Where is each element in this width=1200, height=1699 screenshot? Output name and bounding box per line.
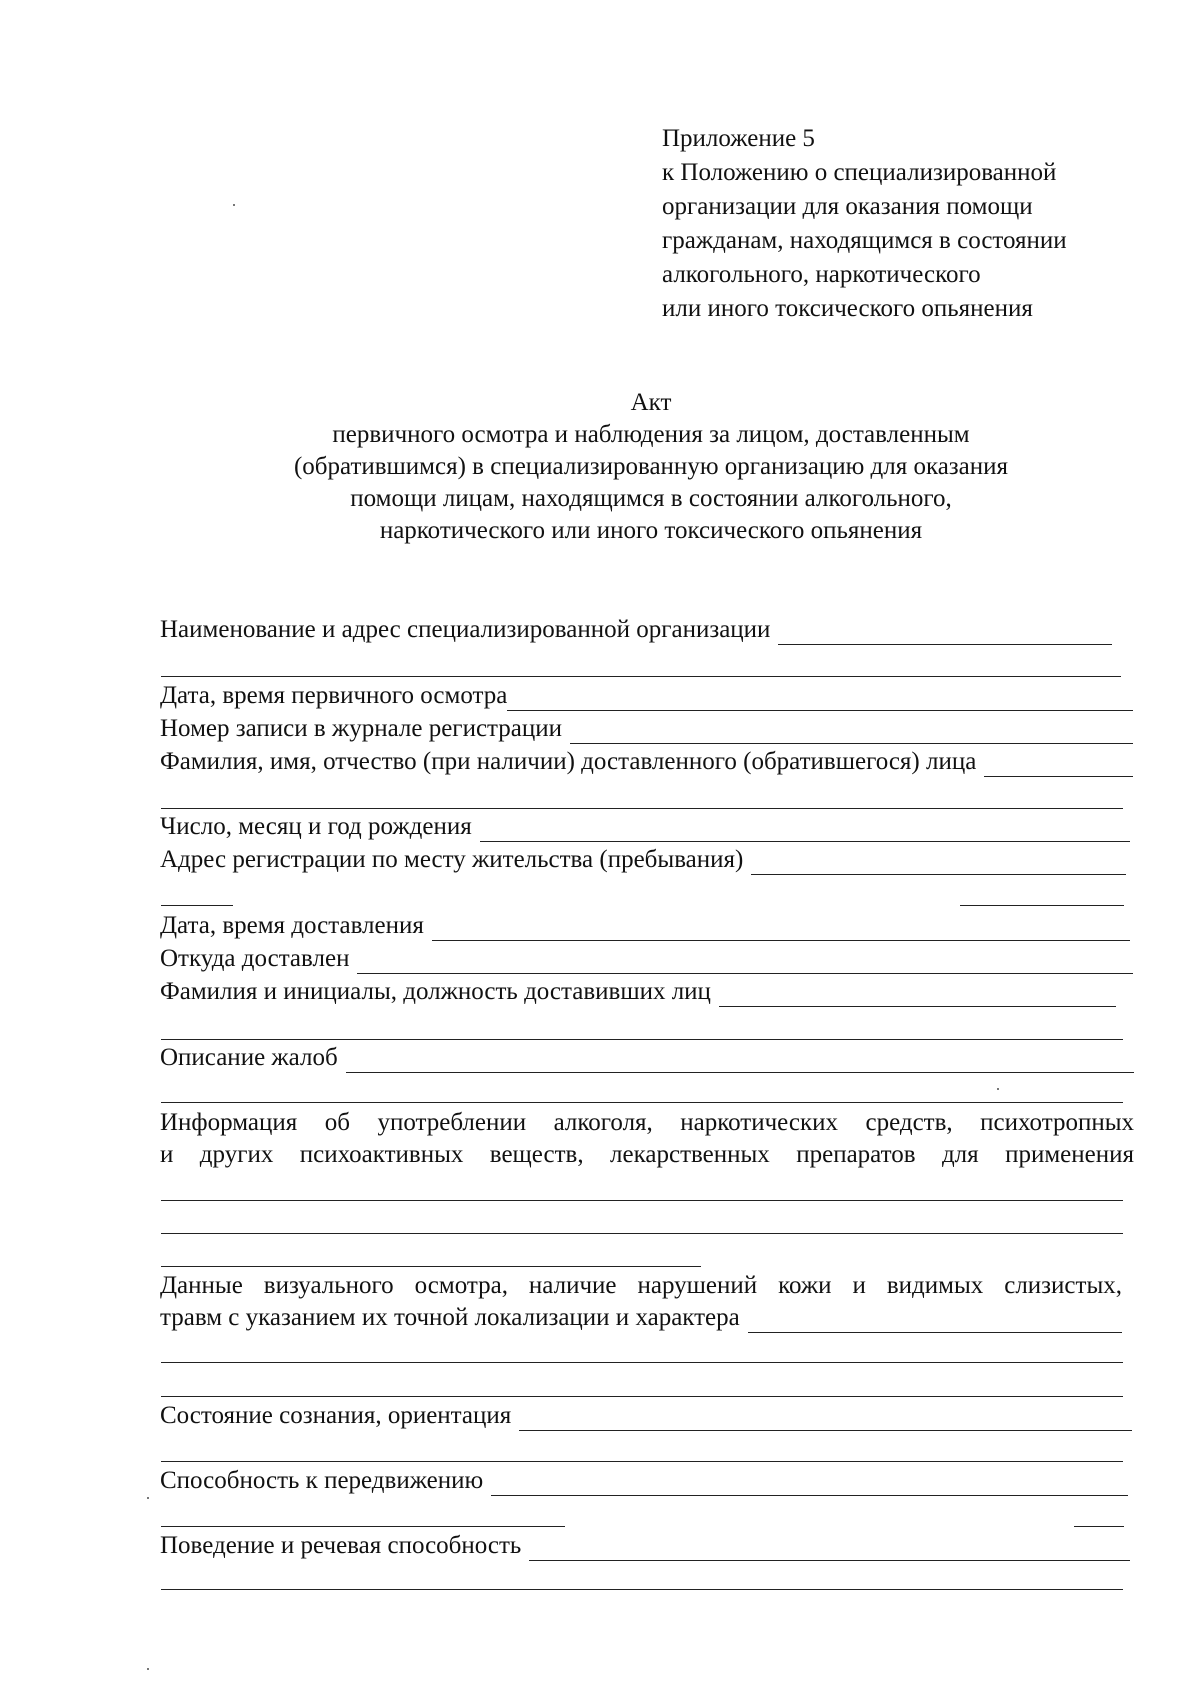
delivered-by-field [160, 976, 1116, 1007]
scan-speck [233, 204, 235, 206]
appendix-line: к Положению о специализированной [662, 159, 1057, 186]
org-name-label: Наименование и адрес специализированной организации [160, 616, 771, 643]
address-blank-line[interactable] [960, 905, 1124, 906]
consciousness-blank[interactable] [519, 1406, 1132, 1431]
visual-exam-label: Данные визуального осмотра, наличие нарушений кожи и видимых слизистых, [160, 1272, 1122, 1299]
birth-date-blank[interactable] [480, 817, 1130, 842]
visual-exam-field [160, 1302, 1122, 1333]
behavior-blank[interactable] [529, 1536, 1130, 1561]
scan-speck [147, 1497, 149, 1499]
org-name-blank-line[interactable] [161, 676, 1121, 677]
address-field [160, 844, 1126, 875]
org-name-blank[interactable] [778, 620, 1112, 645]
delivered-from-label: Откуда доставлен [160, 945, 350, 972]
delivered-by-label: Фамилия и инициалы, должность доставивших лиц [160, 978, 711, 1005]
consciousness-field [160, 1400, 1132, 1431]
delivered-from-field [160, 943, 1133, 974]
delivered-by-blank[interactable] [719, 982, 1116, 1007]
full-name-field [160, 746, 1133, 777]
visual-exam-blank[interactable] [748, 1308, 1122, 1333]
title-line: первичного осмотра и наблюдения за лицом, доставленным [332, 421, 970, 448]
appendix-line: или иного токсического опьянения [662, 295, 1033, 322]
address-label: Адрес регистрации по месту жительства (пребывания) [160, 846, 744, 873]
appendix-line: алкогольного, наркотического [662, 261, 981, 288]
mobility-label: Способность к передвижению [160, 1467, 484, 1494]
title-heading: Акт [630, 389, 672, 416]
visual-exam-blank-line[interactable] [161, 1362, 1123, 1363]
scan-speck [147, 1668, 149, 1670]
appendix-line: организации для оказания помощи [662, 193, 1033, 220]
visual-exam-blank-line[interactable] [161, 1396, 1123, 1397]
title-line: (обратившимся) в специализированную организацию для оказания [293, 453, 1009, 480]
org-name-field [160, 614, 1112, 645]
mobility-blank[interactable] [491, 1471, 1128, 1496]
full-name-label: Фамилия, имя, отчество (при наличии) доставленного (обратившегося) лица [160, 748, 977, 775]
birth-date-label: Число, месяц и год рождения [160, 813, 472, 840]
substance-info-label: Информация об употреблении алкоголя, наркотических средств, психотропных [160, 1109, 1134, 1136]
substance-info-label: и других психоактивных веществ, лекарственных препаратов для применения [160, 1141, 1134, 1168]
visual-exam-label: травм с указанием их точной локализации и характера [160, 1304, 740, 1331]
exam-datetime-field [160, 680, 1133, 711]
exam-datetime-blank[interactable] [507, 686, 1133, 711]
document-title [0, 387, 1200, 547]
behavior-field [160, 1530, 1130, 1561]
exam-datetime-label: Дата, время первичного осмотра [160, 682, 508, 709]
behavior-label: Поведение и речевая способность [160, 1532, 522, 1559]
substance-info-blank-line[interactable] [161, 1233, 1123, 1234]
title-line: наркотического или иного токсического опьянения [379, 517, 923, 544]
full-name-blank-line[interactable] [161, 808, 1123, 809]
mobility-blank-line[interactable] [1074, 1526, 1124, 1527]
substance-info-blank-line[interactable] [161, 1200, 1123, 1201]
address-blank-line[interactable] [161, 905, 233, 906]
complaints-blank-line[interactable] [161, 1102, 1123, 1103]
birth-date-field [160, 811, 1130, 842]
mobility-field [160, 1465, 1128, 1496]
behavior-blank-line[interactable] [161, 1589, 1123, 1590]
complaints-label: Описание жалоб [160, 1044, 338, 1071]
journal-number-field [160, 713, 1133, 744]
full-name-blank[interactable] [984, 752, 1133, 777]
appendix-line: гражданам, находящимся в состоянии [662, 227, 1067, 254]
journal-number-label: Номер записи в журнале регистрации [160, 715, 563, 742]
delivery-datetime-label: Дата, время доставления [160, 912, 424, 939]
scan-speck [997, 1088, 999, 1090]
delivery-datetime-blank[interactable] [432, 916, 1130, 941]
consciousness-label: Состояние сознания, ориентация [160, 1402, 512, 1429]
appendix-line: Приложение 5 [662, 125, 815, 152]
complaints-blank[interactable] [346, 1048, 1134, 1073]
address-blank[interactable] [751, 850, 1126, 875]
consciousness-blank-line[interactable] [161, 1461, 1123, 1462]
appendix-note [662, 122, 1067, 326]
title-line: помощи лицам, находящимся в состоянии алкогольного, [350, 485, 952, 512]
mobility-blank-line[interactable] [161, 1526, 565, 1527]
substance-info-blank-line[interactable] [161, 1266, 701, 1267]
journal-number-blank[interactable] [570, 719, 1133, 744]
delivered-by-blank-line[interactable] [161, 1039, 1123, 1040]
delivered-from-blank[interactable] [357, 949, 1133, 974]
complaints-field [160, 1042, 1134, 1073]
delivery-datetime-field [160, 910, 1130, 941]
